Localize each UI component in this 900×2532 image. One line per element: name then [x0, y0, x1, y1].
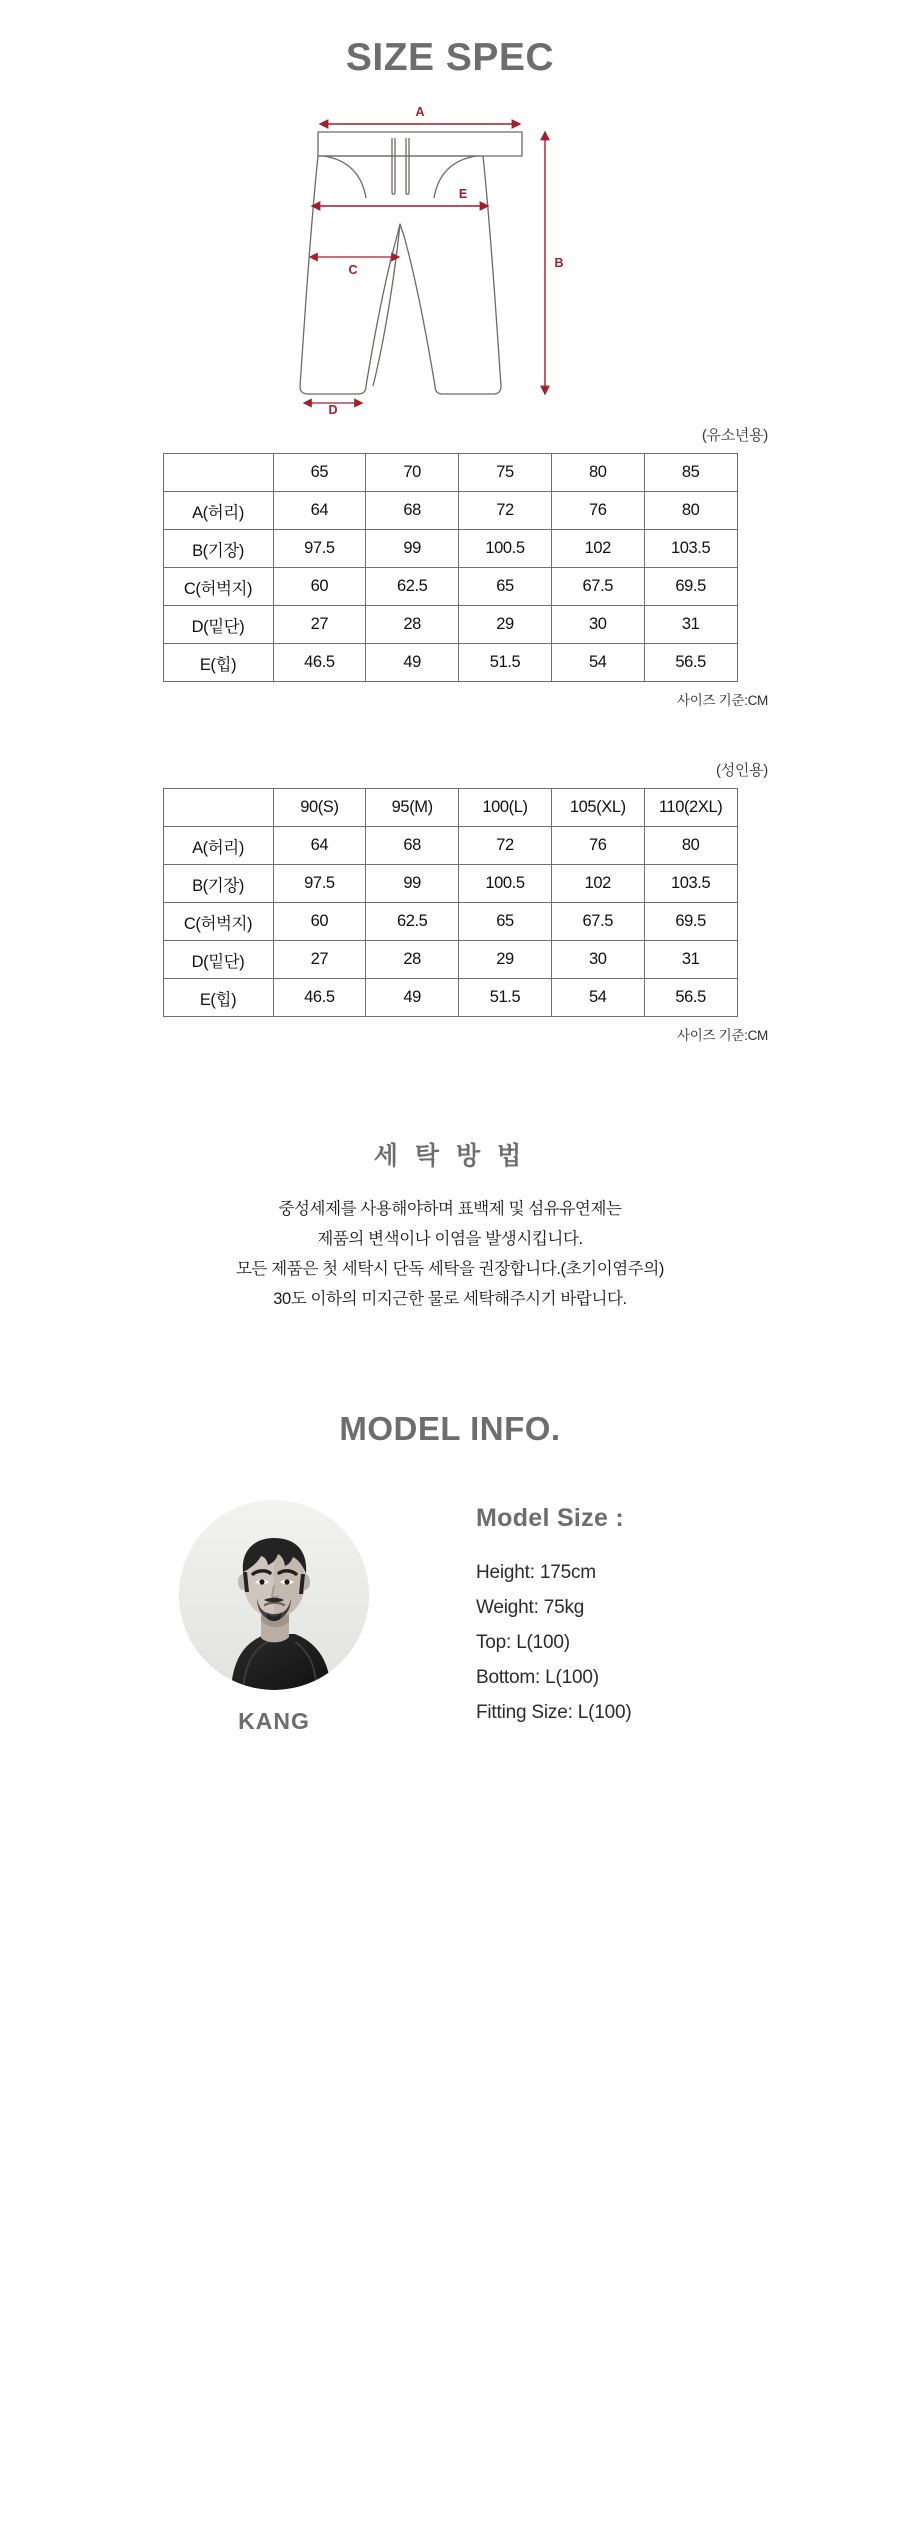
table-caption-adult: (성인용)	[716, 762, 768, 779]
table-row	[163, 530, 737, 568]
wash-section-title: 세 탁 방 법	[373, 1142, 527, 1170]
table-row	[163, 865, 737, 903]
table-corner-cell	[163, 789, 273, 827]
table-cell: 56.5	[644, 644, 737, 682]
table-cell: 27	[273, 941, 366, 979]
table-col-header: 100(L)	[459, 789, 552, 827]
table-col-header: 110(2XL)	[644, 789, 737, 827]
table-row	[163, 903, 737, 941]
table-col-header: 90(S)	[273, 789, 366, 827]
table-cell: 62.5	[366, 568, 459, 606]
table-header-row	[163, 454, 737, 492]
wash-line: 모든 제품은 첫 세탁시 단독 세탁을 권장합니다.(초기이염주의)	[236, 1260, 664, 1278]
model-spec-item: Height: 175cm	[476, 1562, 596, 1583]
table-col-header: 105(XL)	[551, 789, 644, 827]
table-col-header: 95(M)	[366, 789, 459, 827]
table-col-header: 80	[551, 454, 644, 492]
table-row-label: D(밑단)	[163, 941, 273, 979]
size-table-block-adult	[0, 759, 900, 1044]
size-table-adult	[163, 788, 738, 1017]
table-cell: 62.5	[366, 903, 459, 941]
wash-line: 중성세제를 사용해야하며 표백제 및 섬유유연제는	[278, 1200, 622, 1218]
table-cell: 49	[366, 644, 459, 682]
measure-a-label: A	[415, 105, 425, 119]
table-col-header: 65	[273, 454, 366, 492]
table-cell: 46.5	[273, 644, 366, 682]
table-row-label: C(허벅지)	[163, 568, 273, 606]
table-row-label: E(힙)	[163, 644, 273, 682]
size-table-block-youth	[0, 424, 900, 709]
table-cell: 46.5	[273, 979, 366, 1017]
table-row	[163, 979, 737, 1017]
table-cell: 64	[273, 827, 366, 865]
table-cell: 56.5	[644, 979, 737, 1017]
table-caption-youth: (유소년용)	[701, 427, 768, 444]
table-row	[163, 492, 737, 530]
table-cell: 100.5	[459, 865, 552, 903]
table-cell: 103.5	[644, 865, 737, 903]
pants-diagram	[0, 94, 900, 424]
table-corner-cell	[163, 454, 273, 492]
table-cell: 49	[366, 979, 459, 1017]
table-header-row	[163, 789, 737, 827]
model-spec-column	[476, 1500, 776, 1730]
table-cell: 68	[366, 827, 459, 865]
table-cell: 64	[273, 492, 366, 530]
model-name: KANG	[238, 1708, 310, 1734]
model-info-body	[0, 1500, 900, 1735]
page-title: SIZE SPEC	[345, 36, 555, 79]
table-row	[163, 644, 737, 682]
pants-technical-drawing	[240, 94, 660, 414]
table-col-header: 85	[644, 454, 737, 492]
wash-line: 제품의 변색이나 이염을 발생시킵니다.	[317, 1230, 583, 1248]
table-cell: 102	[551, 865, 644, 903]
measure-b-label: B	[554, 256, 564, 270]
measure-d-label: D	[328, 403, 338, 414]
table-cell: 65	[459, 903, 552, 941]
table-cell: 60	[273, 903, 366, 941]
measure-e-label: E	[458, 187, 468, 201]
size-table-youth	[163, 453, 738, 682]
model-info-title: MODEL INFO.	[339, 1410, 561, 1447]
table-row-label: A(허리)	[163, 492, 273, 530]
model-spec-item: Bottom: L(100)	[476, 1667, 599, 1688]
table-cell: 28	[366, 606, 459, 644]
table-cell: 97.5	[273, 865, 366, 903]
model-spec-item: Fitting Size: L(100)	[476, 1702, 632, 1723]
table-cell: 72	[459, 827, 552, 865]
table-row-label: B(기장)	[163, 530, 273, 568]
table-cell: 76	[551, 827, 644, 865]
table-cell: 99	[366, 865, 459, 903]
table-cell: 51.5	[459, 979, 552, 1017]
model-portrait-icon	[179, 1500, 369, 1690]
table-cell: 60	[273, 568, 366, 606]
table-cell: 76	[551, 492, 644, 530]
table-cell: 27	[273, 606, 366, 644]
table-cell: 80	[644, 827, 737, 865]
table-cell: 31	[644, 606, 737, 644]
table-cell: 67.5	[551, 903, 644, 941]
table-cell: 69.5	[644, 903, 737, 941]
model-spec-item: Top: L(100)	[476, 1632, 570, 1653]
table-cell: 72	[459, 492, 552, 530]
table-cell: 31	[644, 941, 737, 979]
table-cell: 54	[551, 979, 644, 1017]
table-cell: 68	[366, 492, 459, 530]
table-row-label: D(밑단)	[163, 606, 273, 644]
table-cell: 65	[459, 568, 552, 606]
table-row	[163, 568, 737, 606]
avatar	[179, 1500, 369, 1690]
table-cell: 99	[366, 530, 459, 568]
table-row	[163, 941, 737, 979]
table-row	[163, 827, 737, 865]
model-spec-list	[476, 1555, 776, 1730]
table-cell: 51.5	[459, 644, 552, 682]
table-cell: 80	[644, 492, 737, 530]
measure-c-label: C	[348, 263, 358, 277]
table-row-label: C(허벅지)	[163, 903, 273, 941]
table-row-label: E(힙)	[163, 979, 273, 1017]
table-cell: 29	[459, 941, 552, 979]
model-photo-column	[124, 1500, 424, 1735]
table-cell: 30	[551, 606, 644, 644]
table-cell: 69.5	[644, 568, 737, 606]
table-cell: 103.5	[644, 530, 737, 568]
table-cell: 28	[366, 941, 459, 979]
table-row-label: A(허리)	[163, 827, 273, 865]
table-unit-note-adult: 사이즈 기준:CM	[676, 1028, 768, 1043]
table-col-header: 70	[366, 454, 459, 492]
table-row-label: B(기장)	[163, 865, 273, 903]
table-cell: 100.5	[459, 530, 552, 568]
wash-instructions	[0, 1194, 900, 1314]
table-cell: 29	[459, 606, 552, 644]
table-cell: 54	[551, 644, 644, 682]
model-spec-item: Weight: 75kg	[476, 1597, 585, 1618]
table-row	[163, 606, 737, 644]
model-size-heading: Model Size :	[476, 1504, 625, 1532]
table-cell: 30	[551, 941, 644, 979]
table-unit-note-youth: 사이즈 기준:CM	[676, 693, 768, 708]
table-cell: 97.5	[273, 530, 366, 568]
wash-line: 30도 이하의 미지근한 물로 세탁해주시기 바랍니다.	[273, 1290, 627, 1308]
table-cell: 102	[551, 530, 644, 568]
table-cell: 67.5	[551, 568, 644, 606]
table-col-header: 75	[459, 454, 552, 492]
